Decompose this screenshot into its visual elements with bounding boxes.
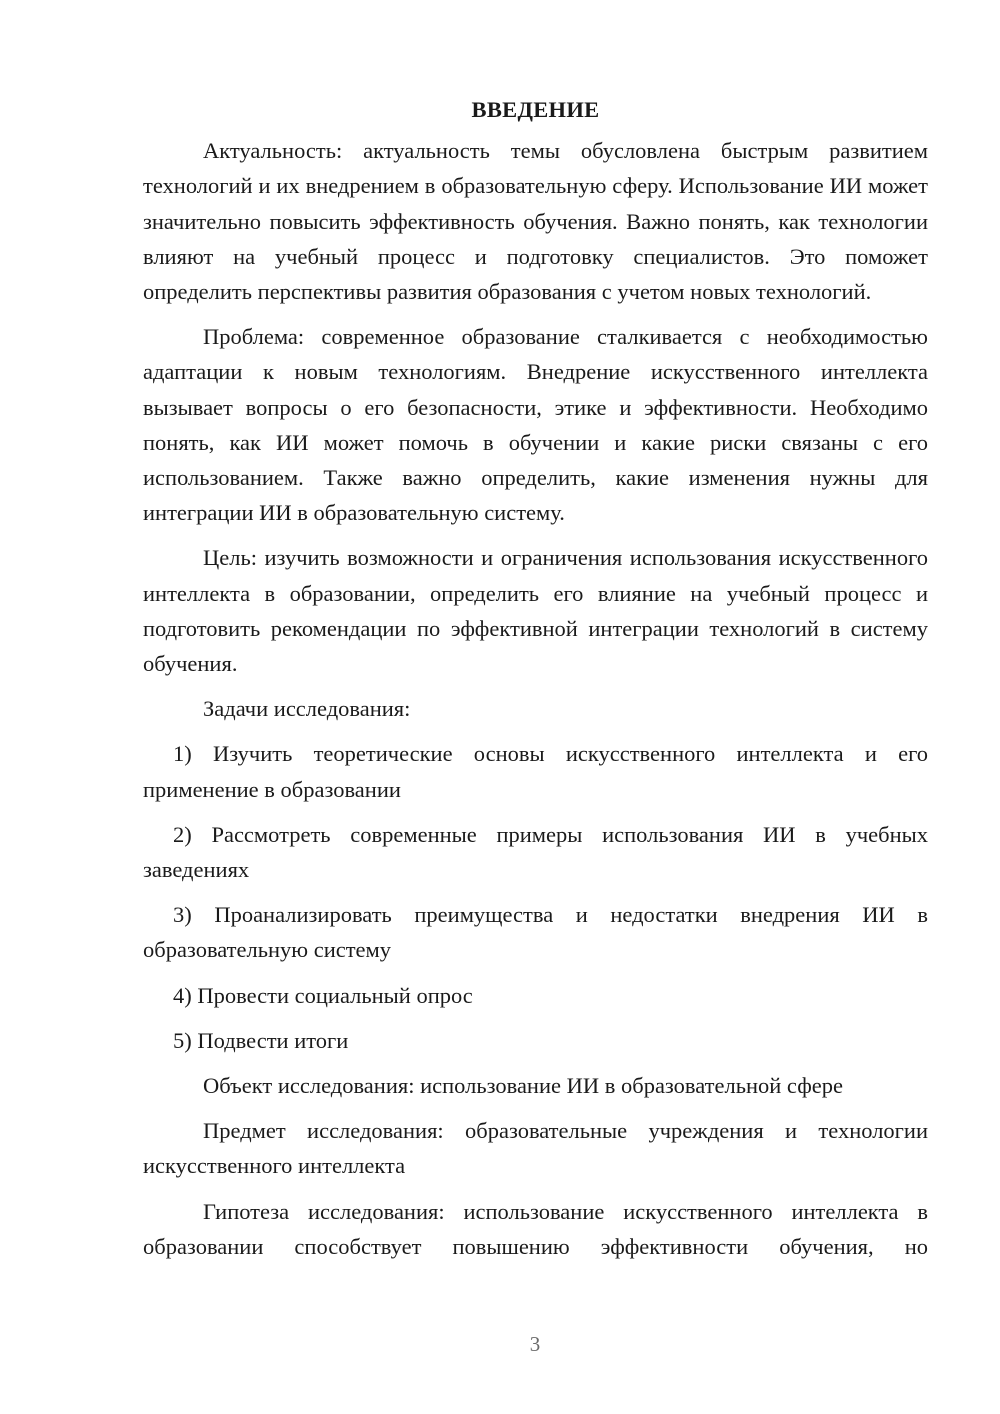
section-heading: ВВЕДЕНИЕ — [471, 97, 600, 122]
document-page — [143, 92, 928, 1274]
goal-paragraph: Цель: изучить возможности и ограничения использования искусственного интеллекта в образовании, определить его влияние на учебный процесс и подготовить рекомендации по эффективной интеграции технологий в систему обучения. — [143, 545, 928, 677]
task-item-2: 2) Рассмотреть современные примеры использования ИИ в учебных заведениях — [143, 821, 928, 883]
page-number: 3 — [529, 1332, 541, 1356]
hypothesis-paragraph: Гипотеза исследования: использование искусственного интеллекта в образовании способствует повышению эффективности обучения, но — [143, 1198, 928, 1259]
research-object-paragraph: Объект исследования: использование ИИ в образовательной сфере — [203, 1073, 843, 1099]
task-item-1: 1) Изучить теоретические основы искусственного интеллекта и его применение в образовании — [143, 741, 928, 802]
research-subject-paragraph: Предмет исследования: образовательные учреждения и технологии искусственного интеллекта — [143, 1118, 928, 1179]
tasks-title: Задачи исследования: — [203, 696, 411, 722]
problem-paragraph: Проблема: современное образование сталкивается с необходимостью адаптации к новым технологиям. Внедрение искусственного интеллекта вызывает вопросы о его безопасности, этике и эффективности. Необходимо понять, как ИИ может помочь в обучении и какие риски связаны с его использованием. Также важно определить, какие изменения нужны для интеграции ИИ в образовательную систему. — [143, 324, 928, 526]
task-item-5: 5) Подвести итоги — [173, 1027, 349, 1053]
task-item-3: 3) Проанализировать преимущества и недостатки внедрения ИИ в образовательную систему — [143, 902, 928, 963]
task-item-4: 4) Провести социальный опрос — [173, 982, 473, 1008]
relevance-paragraph: Актуальность: актуальность темы обусловлена быстрым развитием технологий и их внедрением в образовательную сферу. Использование ИИ может значительно повысить эффективность обучения. Важно понять, как технологии влияют на учебный процесс и подготовку специалистов. Это поможет определить перспективы развития образования с учетом новых технологий. — [143, 138, 928, 305]
